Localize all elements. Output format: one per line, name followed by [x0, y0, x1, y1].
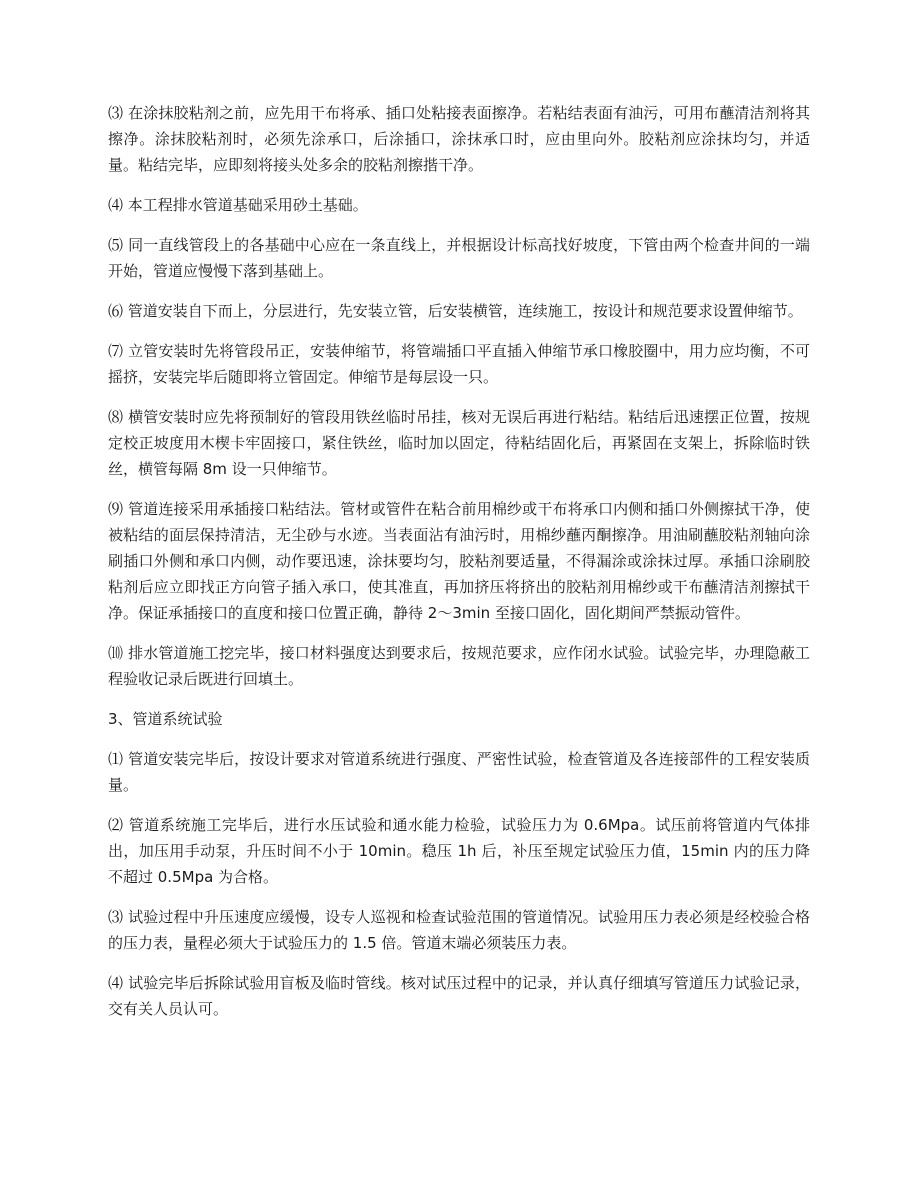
paragraph-8: ⑻ 横管安装时应先将预制好的管段用铁丝临时吊挂，核对无误后再进行粘结。粘结后迅速摆正位置，按规定校正坡度用木楔卡牢固接口，紧住铁丝，临时加以固定，待粘结固化后，再紧固在支架上，拆除临时铁丝，横管每隔 8m 设一只伸缩节。 [108, 408, 810, 478]
document-body [108, 100, 810, 1036]
paragraph-9: ⑼ 管道连接采用承插接口粘结法。管材或管件在粘合前用棉纱或干布将承口内侧和插口外侧擦拭干净，使被粘结的面层保持清洁，无尘砂与水迹。当表面沾有油污时，用棉纱蘸丙酮擦净。用油刷蘸胶粘剂轴向涂刷插口外侧和承口内侧，动作要迅速，涂抹要均匀，胶粘剂要适量，不得漏涂或涂抹过厚。承插口涂刷胶粘剂后应立即找正方向管子插入承口，使其准直，再加挤压将挤出的胶粘剂用棉纱或干布蘸清洁剂擦拭干净。保证承插接口的直度和接口位置正确，静待 2～3min 至接口固化，固化期间严禁振动管件。 [108, 500, 810, 622]
paragraph-4: ⑷ 本工程排水管道基础采用砂土基础。 [108, 196, 368, 214]
paragraph-10: ⑽ 排水管道施工挖完毕，接口材料强度达到要求后，按规范要求，应作闭水试验。试验完毕，办理隐蔽工程验收记录后既进行回填土。 [108, 644, 810, 688]
paragraph-5: ⑸ 同一直线管段上的各基础中心应在一条直线上，并根据设计标高找好坡度，下管由两个检查井间的一端开始，管道应慢慢下落到基础上。 [108, 236, 810, 280]
test-paragraph-1: ⑴ 管道安装完毕后，按设计要求对管道系统进行强度、严密性试验，检查管道及各连接部件的工程安装质量。 [108, 750, 810, 794]
test-paragraph-3: ⑶ 试验过程中升压速度应缓慢，设专人巡视和检查试验范围的管道情况。试验用压力表必须是经校验合格的压力表，量程必须大于试验压力的 1.5 倍。管道末端必须装压力表。 [108, 908, 810, 952]
paragraph-7: ⑺ 立管安装时先将管段吊正，安装伸缩节，将管端插口平直插入伸缩节承口橡胶圈中，用力应均衡，不可摇挤，安装完毕后随即将立管固定。伸缩节是每层设一只。 [108, 342, 810, 386]
test-paragraph-4: ⑷ 试验完毕后拆除试验用盲板及临时管线。核对试压过程中的记录，并认真仔细填写管道压力试验记录，交有关人员认可。 [108, 974, 810, 1018]
paragraph-6: ⑹ 管道安装自下而上，分层进行，先安装立管，后安装横管，连续施工，按设计和规范要求设置伸缩节。 [108, 302, 803, 320]
test-paragraph-2: ⑵ 管道系统施工完毕后，进行水压试验和通水能力检验，试验压力为 0.6Mpa。试压前将管道内气体排出，加压用手动泵，升压时间不小于 10min。稳压 1h 后，补压至规定试验压力值，15min 内的压力降不超过 0.5Mpa 为合格。 [108, 816, 810, 886]
section-heading: 3、管道系统试验 [108, 710, 223, 728]
paragraph-3: ⑶ 在涂抹胶粘剂之前，应先用干布将承、插口处粘接表面擦净。若粘结表面有油污，可用布蘸清洁剂将其擦净。涂抹胶粘剂时，必须先涂承口，后涂插口，涂抹承口时，应由里向外。胶粘剂应涂抹均匀，并适量。粘结完毕，应即刻将接头处多余的胶粘剂擦揩干净。 [108, 104, 810, 174]
